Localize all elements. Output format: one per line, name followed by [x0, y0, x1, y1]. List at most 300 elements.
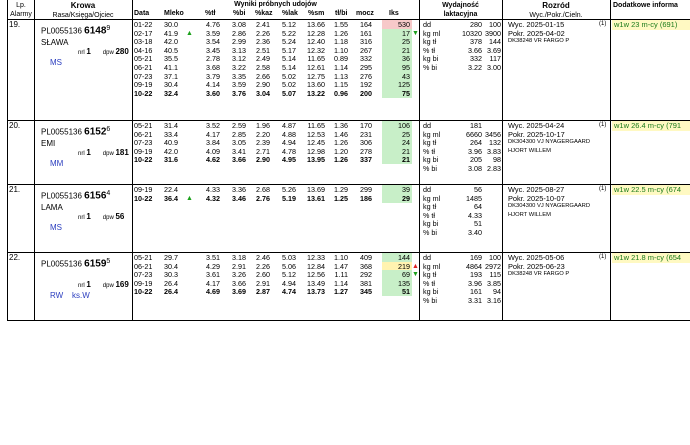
- test-cell-tl: 4.62: [206, 155, 220, 165]
- yield-value-305: 3.85: [487, 278, 501, 288]
- test-cell-tb: 1.25: [334, 193, 348, 203]
- test-cell-d: 05-21: [134, 121, 153, 130]
- row-number: 20.: [9, 121, 21, 130]
- yield-value: 332: [470, 54, 482, 64]
- test-cell-d: 02-17: [134, 28, 153, 38]
- test-cell-tl: 3.51: [206, 253, 220, 262]
- cow-id[interactable]: [41, 258, 110, 270]
- cow-id-prefix: PL0055136: [41, 259, 85, 269]
- test-cell-tl: 4.14: [206, 80, 220, 90]
- yield-value: 4.33: [468, 210, 482, 220]
- test-cell-lak: 5.19: [282, 193, 296, 203]
- yield-value: 3.66: [468, 45, 482, 55]
- test-cell-tb: 1.20: [334, 146, 348, 156]
- test-cell-kaz: 2.39: [256, 138, 270, 148]
- col-header-lak: %lak: [282, 10, 298, 17]
- dpw-value: 169: [115, 280, 129, 289]
- test-cell-bi: 3.46: [232, 193, 246, 203]
- test-cell-d: 03-18: [134, 37, 153, 47]
- test-cell-tl: 3.61: [206, 270, 220, 280]
- yield-value: 169: [470, 253, 482, 262]
- repro-lactation: (1): [599, 254, 607, 260]
- yield-value: 4864: [466, 261, 482, 271]
- test-cell-m: 42.0: [164, 37, 178, 47]
- test-cell-m: 41.1: [164, 63, 178, 72]
- test-cell-tb: 1.10: [334, 253, 348, 262]
- yield-value-305: 3.16: [487, 296, 501, 305]
- yield-value: 3.31: [468, 296, 482, 305]
- iks-cell: 25: [382, 37, 412, 46]
- test-cell-kaz: 2.26: [256, 261, 270, 271]
- test-cell-tl: 3.60: [206, 88, 220, 98]
- test-cell-m: 33.4: [164, 129, 178, 139]
- col-header-data: Data: [134, 10, 150, 17]
- test-cell-m: 22.4: [164, 185, 178, 194]
- test-cell-bi: 2.85: [232, 129, 246, 139]
- iks-cell: 24: [382, 138, 412, 147]
- yield-label: kg tł: [423, 37, 437, 47]
- yield-value-305: 98: [493, 155, 501, 165]
- test-cell-kaz: 2.87: [256, 287, 270, 297]
- test-cell-tl: 3.79: [206, 71, 220, 81]
- iks-cell: 21: [382, 46, 412, 55]
- test-cell-kaz: 2.26: [256, 28, 270, 38]
- header-lp: Lp. Alarmy: [10, 2, 32, 18]
- test-cell-lak: 5.07: [282, 88, 296, 98]
- test-cell-kaz: 2.41: [256, 20, 270, 29]
- yield-value: 56: [474, 185, 482, 194]
- test-cell-bi: 3.12: [232, 54, 246, 64]
- yield-value-305: 144: [489, 37, 501, 47]
- test-cell-kaz: 2.49: [256, 54, 270, 64]
- iks-cell: 29: [382, 194, 412, 203]
- test-cell-tb: 1.26: [334, 138, 348, 148]
- repro-line: Pokr. 2025-10-07: [508, 193, 565, 203]
- test-cell-mo: 345: [360, 287, 372, 297]
- nrl-label: nrl: [78, 283, 87, 289]
- trend-down-icon: ▼: [412, 29, 419, 37]
- test-cell-bi: 2.86: [232, 28, 246, 38]
- test-cell-mo: 332: [360, 54, 372, 64]
- yield-label: dd: [423, 121, 431, 130]
- cow-id-prefix: PL0055136: [41, 127, 85, 137]
- test-cell-d: 10-22: [134, 287, 153, 297]
- yield-label: % tł: [423, 278, 435, 288]
- yield-value: 193: [470, 270, 482, 280]
- row-number: 22.: [9, 253, 21, 262]
- test-cell-m: 31.4: [164, 121, 178, 130]
- test-cell-mo: 292: [360, 270, 372, 280]
- test-cell-sm: 12.40: [307, 37, 325, 47]
- test-cell-tb: 0.89: [334, 54, 348, 64]
- test-cell-lak: 5.12: [282, 20, 296, 29]
- cow-name: LAMA: [41, 203, 63, 212]
- test-cell-mo: 170: [360, 121, 372, 130]
- nrl-value: 1: [86, 212, 91, 221]
- col-divider: [34, 0, 35, 321]
- test-cell-sm: 12.56: [307, 270, 325, 280]
- cow-id-number: 6156: [84, 190, 107, 202]
- repro-lactation: (1): [599, 186, 607, 192]
- test-cell-tb: 1.13: [334, 71, 348, 81]
- cow-lactation: [78, 280, 129, 289]
- test-cell-m: 37.1: [164, 71, 178, 81]
- test-cell-bi: 2.59: [232, 121, 246, 130]
- repro-line: DK304300 VJ NYAGERGAARD: [508, 139, 591, 146]
- test-cell-bi: 3.41: [232, 146, 246, 156]
- col-header-bi: %bi: [233, 10, 246, 17]
- test-cell-kaz: 2.51: [256, 45, 270, 55]
- yield-label: % tł: [423, 210, 435, 220]
- test-cell-bi: 3.69: [232, 287, 246, 297]
- test-cell-m: 40.5: [164, 45, 178, 55]
- cow-id-check: 4: [106, 190, 111, 197]
- header-krowa: Krowa Rasa/Księga/Ojciec: [52, 1, 114, 19]
- test-cell-lak: 5.02: [282, 71, 296, 81]
- cow-id-number: 6159: [84, 258, 107, 270]
- test-cell-d: 06-21: [134, 261, 153, 271]
- dpw-label: dpw: [102, 283, 116, 289]
- trend-up-icon: ▲: [186, 194, 193, 202]
- test-cell-lak: 5.14: [282, 54, 296, 64]
- col-divider: [610, 0, 611, 321]
- col-header-kaz: %kaz: [255, 10, 273, 17]
- test-cell-m: 29.7: [164, 253, 178, 262]
- yield-label: % tł: [423, 146, 435, 156]
- test-cell-bi: 3.76: [232, 88, 246, 98]
- iks-cell: 39: [382, 185, 412, 194]
- repro-line: Pokr. 2025-10-17: [508, 129, 565, 139]
- trend-up-icon: ▲: [186, 29, 193, 37]
- cow-marker: MS: [50, 58, 62, 67]
- test-cell-sm: 12.53: [307, 129, 325, 139]
- iks-cell: 69: [382, 270, 412, 279]
- test-cell-tl: 3.45: [206, 45, 220, 55]
- header-wydajnosc: Wydajność laktacyjna: [442, 2, 479, 18]
- yield-value-305: 115: [489, 270, 501, 280]
- test-cell-tl: 4.69: [206, 287, 220, 297]
- test-cell-d: 04-16: [134, 45, 153, 55]
- test-cell-tb: 0.96: [334, 88, 348, 98]
- test-cell-sm: 12.32: [307, 45, 325, 55]
- repro-line: Pokr. 2025-04-02: [508, 28, 565, 38]
- trend-down-icon: ▼: [412, 271, 419, 279]
- trend-up-icon: ▲: [412, 262, 419, 270]
- test-cell-bi: 2.99: [232, 37, 246, 47]
- cow-marker: MM: [50, 159, 64, 168]
- cow-name: EMI: [41, 139, 56, 148]
- test-cell-kaz: 2.91: [256, 278, 270, 288]
- test-cell-lak: 4.94: [282, 278, 296, 288]
- repro-line: Wyc. 2025-04-24: [508, 121, 565, 130]
- extra-info: w1w 26.4 m-cy (791: [612, 121, 690, 131]
- test-cell-d: 07-23: [134, 138, 153, 148]
- test-cell-kaz: 2.58: [256, 63, 270, 72]
- test-cell-tb: 1.47: [334, 261, 348, 271]
- test-cell-tb: 1.26: [334, 155, 348, 165]
- test-cell-mo: 161: [360, 28, 372, 38]
- header-divider: [8, 19, 690, 20]
- test-cell-kaz: 2.66: [256, 71, 270, 81]
- test-cell-d: 07-23: [134, 270, 153, 280]
- yield-value-305: 3456: [485, 129, 501, 139]
- test-cell-lak: 5.03: [282, 253, 296, 262]
- iks-cell: 219: [382, 262, 412, 271]
- test-cell-tb: 1.26: [334, 28, 348, 38]
- nrl-label: nrl: [78, 151, 87, 157]
- test-cell-m: 35.5: [164, 54, 178, 64]
- repro-line: HJORT WILLEM: [508, 211, 551, 218]
- iks-cell: 530: [382, 20, 412, 29]
- test-cell-sm: 13.22: [307, 88, 325, 98]
- test-cell-sm: 12.61: [307, 63, 325, 72]
- iks-cell: 75: [382, 89, 412, 98]
- header-dodatkowe: Dodatkowe informa: [613, 2, 678, 9]
- test-cell-mo: 409: [360, 253, 372, 262]
- test-cell-bi: 3.13: [232, 45, 246, 55]
- yield-value: 3.40: [468, 228, 482, 237]
- cow-marker: RW: [50, 291, 64, 300]
- yield-value: 161: [470, 287, 482, 297]
- test-cell-tl: 4.33: [206, 185, 220, 194]
- test-cell-kaz: 1.96: [256, 121, 270, 130]
- iks-cell: 21: [382, 147, 412, 156]
- extra-info: w1w 23 m-cy (691): [612, 20, 690, 30]
- yield-value-305: 100: [489, 253, 501, 262]
- iks-cell: 36: [382, 54, 412, 63]
- test-cell-d: 07-23: [134, 71, 153, 81]
- test-cell-d: 09-19: [134, 80, 153, 90]
- test-cell-d: 10-22: [134, 193, 153, 203]
- iks-cell: 144: [382, 253, 412, 262]
- test-cell-sm: 12.98: [307, 146, 325, 156]
- test-cell-m: 42.0: [164, 146, 178, 156]
- iks-cell: 106: [382, 121, 412, 130]
- test-cell-m: 31.6: [164, 155, 178, 165]
- repro-line: Pokr. 2025-06-23: [508, 261, 565, 271]
- iks-cell: 125: [382, 80, 412, 89]
- test-cell-sm: 12.75: [307, 71, 325, 81]
- yield-value: 3.96: [468, 146, 482, 156]
- test-cell-kaz: 3.04: [256, 88, 270, 98]
- col-header-mleko: Mleko: [164, 10, 184, 17]
- test-cell-sm: 12.28: [307, 28, 325, 38]
- test-cell-kaz: 2.46: [256, 253, 270, 262]
- yield-value-305: 3.00: [487, 63, 501, 72]
- cow-marker-2: ks.W: [72, 291, 90, 300]
- report-table: [7, 0, 690, 321]
- yield-label: % tł: [423, 45, 435, 55]
- yield-label: % bi: [423, 164, 437, 173]
- test-cell-mo: 164: [360, 20, 372, 29]
- nrl-value: 1: [86, 148, 91, 157]
- yield-label: kg bi: [423, 219, 439, 229]
- cow-lactation: [78, 212, 124, 221]
- test-cell-tb: 1.11: [334, 270, 348, 280]
- test-cell-lak: 5.06: [282, 261, 296, 271]
- yield-label: % bi: [423, 228, 437, 237]
- nrl-value: 1: [86, 47, 91, 56]
- yield-value: 64: [474, 202, 482, 212]
- test-cell-bi: 3.35: [232, 71, 246, 81]
- test-cell-mo: 381: [360, 278, 372, 288]
- test-cell-d: 10-22: [134, 88, 153, 98]
- col-header-tl: %tł: [205, 10, 216, 17]
- repro-line: Wyc. 2025-05-06: [508, 253, 565, 262]
- yield-value-305: 132: [489, 138, 501, 148]
- test-cell-kaz: 2.90: [256, 80, 270, 90]
- yield-label: dd: [423, 185, 431, 194]
- cow-id[interactable]: [41, 126, 110, 138]
- test-cell-lak: 5.02: [282, 80, 296, 90]
- yield-value: 264: [470, 138, 482, 148]
- yield-label: kg bi: [423, 287, 439, 297]
- test-cell-mo: 231: [360, 129, 372, 139]
- test-cell-kaz: 2.60: [256, 270, 270, 280]
- cow-id-prefix: PL0055136: [41, 26, 85, 36]
- test-cell-mo: 368: [360, 261, 372, 271]
- test-cell-lak: 4.95: [282, 155, 296, 165]
- test-cell-m: 26.4: [164, 287, 178, 297]
- test-cell-d: 05-21: [134, 253, 153, 262]
- repro-line: DK38248 VR FARGO P: [508, 38, 570, 45]
- test-cell-m: 40.9: [164, 138, 178, 148]
- test-cell-lak: 4.74: [282, 287, 296, 297]
- cow-id[interactable]: [41, 25, 110, 37]
- cow-lactation: [78, 47, 129, 56]
- test-cell-mo: 278: [360, 146, 372, 156]
- test-cell-tb: 1.18: [334, 37, 348, 47]
- col-header-sm: %sm: [308, 10, 325, 17]
- yield-label: kg tł: [423, 138, 437, 148]
- test-cell-m: 30.4: [164, 80, 178, 90]
- row-number: 21.: [9, 185, 21, 194]
- iks-cell: 21: [382, 155, 412, 164]
- yield-value: 181: [470, 121, 482, 130]
- dpw-value: 280: [115, 47, 129, 56]
- cow-id-check: 9: [106, 25, 111, 32]
- yield-value-305: 3900: [485, 28, 501, 38]
- test-cell-d: 01-22: [134, 20, 153, 29]
- yield-label: kg tł: [423, 270, 437, 280]
- test-cell-tl: 3.84: [206, 138, 220, 148]
- yield-value: 205: [470, 155, 482, 165]
- yield-label: kg bi: [423, 54, 439, 64]
- dpw-label: dpw: [102, 151, 116, 157]
- test-cell-kaz: 2.68: [256, 185, 270, 194]
- test-cell-kaz: 2.71: [256, 146, 270, 156]
- test-cell-sm: 12.45: [307, 138, 325, 148]
- iks-cell: 25: [382, 130, 412, 139]
- nrl-label: nrl: [78, 50, 87, 56]
- yield-value: 1485: [466, 193, 482, 203]
- test-cell-m: 36.4: [164, 193, 178, 203]
- yield-label: kg ml: [423, 28, 441, 38]
- row-divider: [8, 184, 690, 185]
- test-cell-d: 09-19: [134, 278, 153, 288]
- test-cell-tl: 3.68: [206, 63, 220, 72]
- nrl-value: 1: [86, 280, 91, 289]
- col-header-tlbi: tł/bi: [335, 10, 348, 17]
- repro-lactation: (1): [599, 21, 607, 27]
- test-cell-bi: 3.08: [232, 20, 246, 29]
- test-cell-d: 06-21: [134, 129, 153, 139]
- test-cell-tb: 1.36: [334, 121, 348, 130]
- yield-value-305: 3.69: [487, 45, 501, 55]
- test-cell-mo: 306: [360, 138, 372, 148]
- test-cell-tl: 3.54: [206, 37, 220, 47]
- yield-value-305: 94: [493, 287, 501, 297]
- repro-line: DK38248 VR FARGO P: [508, 271, 570, 278]
- yield-value: 3.08: [468, 164, 482, 173]
- test-cell-d: 06-21: [134, 63, 153, 72]
- test-cell-sm: 13.95: [307, 155, 325, 165]
- test-cell-bi: 3.66: [232, 278, 246, 288]
- test-cell-tb: 1.15: [334, 80, 348, 90]
- repro-line: DK304300 VJ NYAGERGAARD: [508, 203, 591, 210]
- test-cell-mo: 295: [360, 63, 372, 72]
- dpw-label: dpw: [102, 50, 116, 56]
- test-cell-tb: 1.46: [334, 129, 348, 139]
- yield-value: 3.96: [468, 278, 482, 288]
- test-cell-lak: 5.14: [282, 63, 296, 72]
- test-cell-bi: 3.26: [232, 270, 246, 280]
- test-cell-bi: 3.22: [232, 63, 246, 72]
- test-cell-sm: 11.65: [307, 121, 325, 130]
- test-cell-tl: 3.59: [206, 28, 220, 38]
- row-number: 19.: [9, 20, 21, 29]
- test-cell-bi: 3.18: [232, 253, 246, 262]
- test-cell-sm: 12.33: [307, 253, 325, 262]
- cow-id-number: 6148: [84, 25, 107, 37]
- test-cell-bi: 3.05: [232, 138, 246, 148]
- test-cell-mo: 200: [360, 88, 372, 98]
- yield-label: kg ml: [423, 193, 441, 203]
- col-header-iks: Iks: [389, 10, 399, 17]
- test-cell-mo: 192: [360, 80, 372, 90]
- yield-value: 378: [470, 37, 482, 47]
- test-cell-sm: 13.73: [307, 287, 325, 297]
- test-cell-lak: 4.88: [282, 129, 296, 139]
- header-rozrod: Rozród Wyc./Pokr./Cieln.: [529, 1, 583, 19]
- test-cell-kaz: 2.36: [256, 37, 270, 47]
- test-cell-mo: 267: [360, 45, 372, 55]
- col-header-mocz: mocz: [356, 10, 374, 17]
- col-divider: [502, 0, 503, 321]
- cow-lactation: [78, 148, 129, 157]
- test-cell-sm: 13.66: [307, 20, 325, 29]
- repro-lactation: (1): [599, 122, 607, 128]
- yield-value-305: 117: [489, 54, 501, 64]
- test-cell-lak: 5.24: [282, 37, 296, 47]
- header-wyniki: Wyniki próbnych udojów: [234, 1, 317, 8]
- yield-value: 51: [474, 219, 482, 229]
- test-cell-d: 05-21: [134, 54, 153, 64]
- test-cell-lak: 4.94: [282, 138, 296, 148]
- test-cell-mo: 276: [360, 71, 372, 81]
- test-cell-tl: 4.17: [206, 129, 220, 139]
- yield-label: kg tł: [423, 202, 437, 212]
- yield-value: 3.22: [468, 63, 482, 72]
- dpw-label: dpw: [102, 215, 116, 221]
- iks-cell: 95: [382, 63, 412, 72]
- test-cell-tb: 1.14: [334, 63, 348, 72]
- cow-name: SŁAWA: [41, 38, 69, 47]
- cow-id[interactable]: [41, 190, 110, 202]
- yield-value-305: 2.83: [487, 164, 501, 173]
- dpw-value: 56: [115, 212, 125, 221]
- test-cell-m: 26.4: [164, 278, 178, 288]
